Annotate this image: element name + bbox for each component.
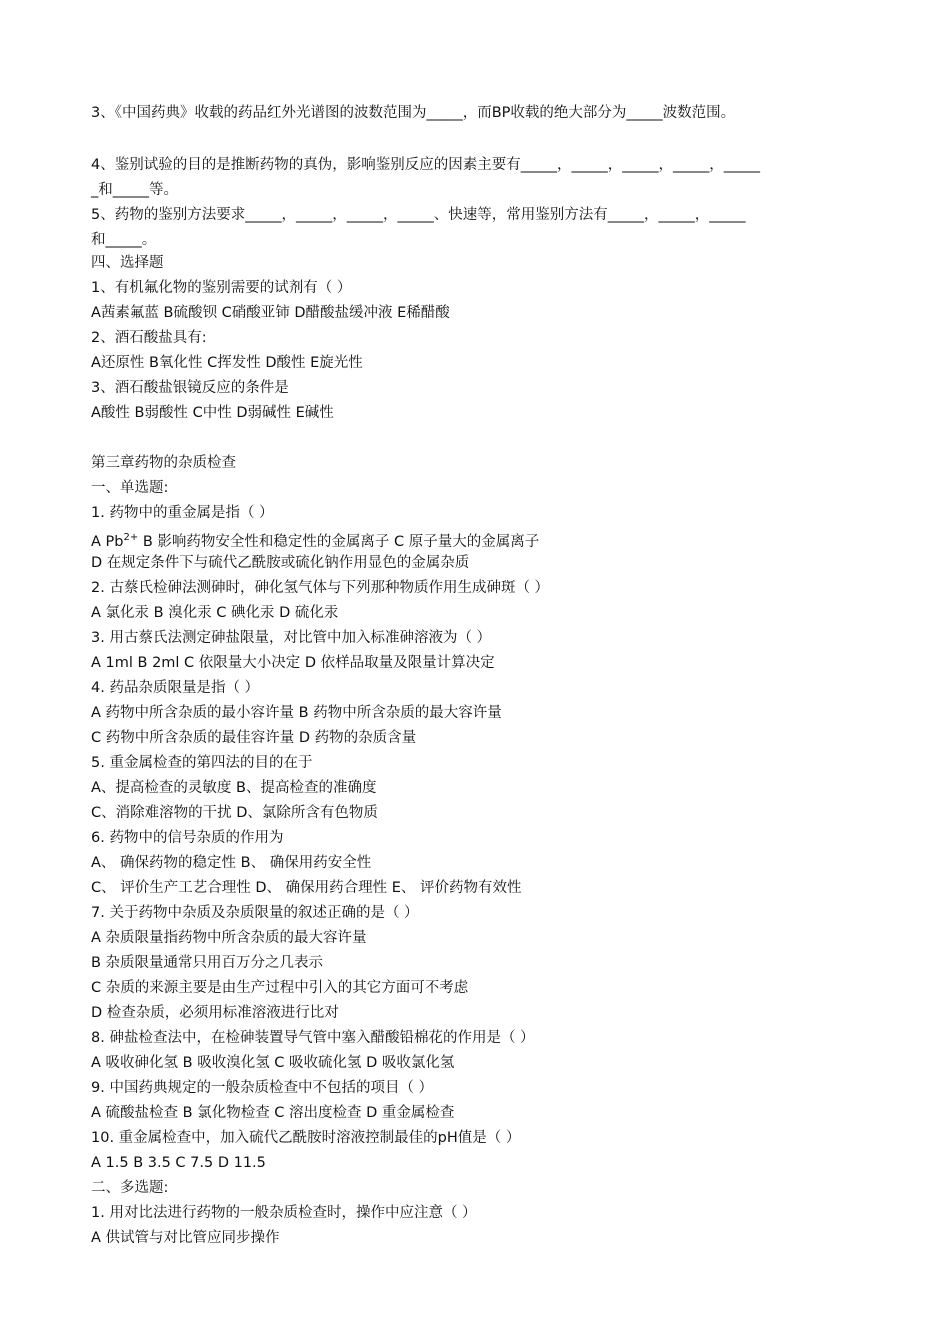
single-question-7-option-c: C 杂质的来源主要是由生产过程中引入的其它方面可不考虑 [91,980,469,996]
single-question-1-options-abc [91,528,920,552]
choice-question-1-options: A茜素氟蓝 B硫酸钡 C硝酸亚铈 D醋酸盐缓冲液 E稀醋酸 [91,305,450,321]
multi-question-1: 1. 用对比法进行药物的一般杂质检查时，操作中应注意（ ） [91,1205,477,1221]
single-question-8-options: A 吸收砷化氢 B 吸收溴化氢 C 吸收硫化氢 D 吸收氯化氢 [91,1055,455,1071]
single-question-7-option-a: A 杂质限量指药物中所含杂质的最大容许量 [91,930,367,946]
multi-question-1-option-a: A 供试管与对比管应同步操作 [91,1230,280,1246]
single-question-5: 5. 重金属检查的第四法的目的在于 [91,755,313,771]
option-a-superscript: 2+ [123,532,139,543]
choice-question-2: 2、酒石酸盐具有: [91,330,207,346]
single-question-2: 2. 古蔡氏检砷法测砷时，砷化氢气体与下列那种物质作用生成砷斑（ ） [91,580,550,596]
choice-question-2-options: A还原性 B氧化性 C挥发性 D酸性 E旋光性 [91,355,363,371]
question-identification-factors: 4、鉴别试验的目的是推断药物的真伪，影响鉴别反应的因素主要有_____，_____，_____，_____，_____ [91,157,760,173]
choice-question-1: 1、有机氟化物的鉴别需要的试剂有（ ） [91,280,352,296]
single-question-4: 4. 药品杂质限量是指（ ） [91,680,260,696]
chapter-title: 第三章药物的杂质检查 [91,455,236,471]
single-question-7: 7. 关于药物中杂质及杂质限量的叙述正确的是（ ） [91,905,419,921]
single-question-8: 8. 砷盐检查法中，在检砷装置导气管中塞入醋酸铅棉花的作用是（ ） [91,1030,535,1046]
single-question-3-options: A 1ml B 2ml C 依限量大小决定 D 依样品取量及限量计算决定 [91,655,495,671]
single-question-7-option-b: B 杂质限量通常只用百万分之几表示 [91,955,324,971]
choice-question-3: 3、酒石酸盐银镜反应的条件是 [91,380,289,396]
single-question-9-options: A 硫酸盐检查 B 氯化物检查 C 溶出度检查 D 重金属检查 [91,1105,455,1121]
single-question-5-options-cd: C、消除难溶物的干扰 D、氯除所含有色物质 [91,805,378,821]
option-bc: B 影响药物安全性和稳定性的金属离子 C 原子量大的金属离子 [138,533,540,550]
section-heading-multi: 二、多选题: [91,1180,169,1196]
single-question-5-options-ab: A、提高检查的灵敏度 B、提高检查的准确度 [91,780,377,796]
single-question-9: 9. 中国药典规定的一般杂质检查中不包括的项目（ ） [91,1080,434,1096]
single-question-6: 6. 药物中的信号杂质的作用为 [91,830,284,846]
question-identification-factors-cont: _和_____等。 [91,182,178,198]
single-question-3: 3. 用古蔡氏法测定砷盐限量，对比管中加入标准砷溶液为（ ） [91,630,492,646]
option-a-prefix: A Pb [91,533,124,550]
single-question-1: 1. 药物中的重金属是指（ ） [91,505,274,521]
question-ir-range: 3、《中国药典》收载的药品红外光谱图的波数范围为_____，而BP收载的绝大部分为_____波数范围。 [91,105,736,121]
question-identification-methods: 5、药物的鉴别方法要求_____，_____，_____，_____、快速等，常用鉴别方法有_____，_____，_____ [91,207,746,223]
single-question-10-options: A 1.5 B 3.5 C 7.5 D 11.5 [91,1155,266,1171]
single-question-2-options: A 氯化汞 B 溴化汞 C 碘化汞 D 硫化汞 [91,605,339,621]
single-question-7-option-d: D 检查杂质，必须用标准溶液进行比对 [91,1005,339,1021]
choice-question-3-options: A酸性 B弱酸性 C中性 D弱碱性 E碱性 [91,405,334,421]
single-question-6-options-ab: A、 确保药物的稳定性 B、 确保用药安全性 [91,855,372,871]
single-question-1-option-d: D 在规定条件下与硫代乙酰胺或硫化钠作用显色的金属杂质 [91,555,470,571]
section-heading-choice: 四、选择题 [91,255,164,271]
question-identification-methods-cont: 和_____。 [91,232,157,248]
section-heading-single: 一、单选题: [91,480,169,496]
single-question-10: 10. 重金属检查中，加入硫代乙酰胺时溶液控制最佳的pH值是（ ） [91,1130,521,1146]
single-question-6-options-cde: C、 评价生产工艺合理性 D、 确保用药合理性 E、 评价药物有效性 [91,880,522,896]
single-question-4-options-cd: C 药物中所含杂质的最佳容许量 D 药物的杂质含量 [91,730,417,746]
single-question-4-options-ab: A 药物中所含杂质的最小容许量 B 药物中所含杂质的最大容许量 [91,705,502,721]
